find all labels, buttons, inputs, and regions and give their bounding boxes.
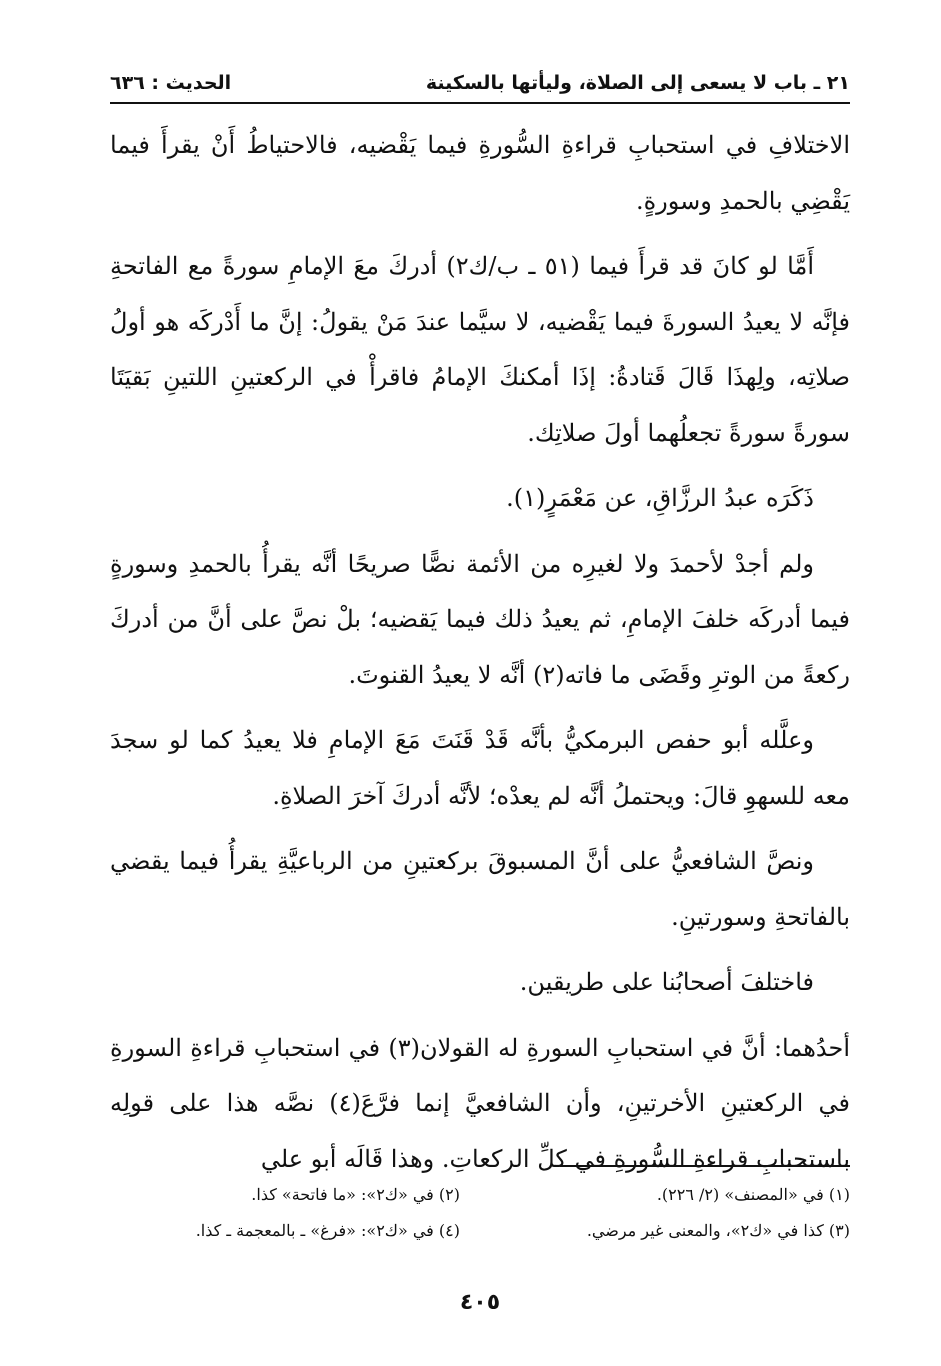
paragraph: الاختلافِ في استحبابِ قراءةِ السُّورةِ فيما يَقْضيه، فالاحتياطُ أَنْ يقرأَ فيما يَقْضِي بالحمدِ وسورةٍ. bbox=[110, 131, 850, 215]
running-header bbox=[110, 68, 850, 98]
main-text bbox=[110, 118, 850, 1197]
paragraph: ذَكَرَه عبدُ الرزَّاقِ، عن مَعْمَرٍ(١). bbox=[506, 484, 814, 512]
footnote: (٤) في «ك٢»: «فرغ» ـ بالمعجمة ـ كذا. bbox=[195, 1221, 460, 1240]
paragraph: أَمَّا لو كانَ قد قرأَ فيما (٥١ ـ ب/ك٢) أدركَ معَ الإمامِ سورةً مع الفاتحةِ فإنَّه لا يعيدُ السورةَ فيما يَقْضيه، لا سيَّما عندَ مَنْ يقولُ: إنَّ ما أَدْركَه هو أولُ صلاتِه، ولِهذَا قَالَ قَتادةُ: إذَا أمكنكَ الإمامُ فاقرأْ في الركعتينِ اللتينِ بَقيَتَا سورةً سورةً تجعلُهما أولَ صلاتِك. bbox=[110, 252, 850, 447]
hadith-number: الحديث : ٦٣٦ bbox=[110, 72, 232, 94]
paragraph: أحدُهما: أنَّ في استحبابِ السورةِ له القولان(٣) في استحبابِ قراءةِ السورةِ في الركعتينِ الأخرتينِ، وأن الشافعيَّ إنما فرَّعَ(٤) نصَّه هذا على قولِه باستحبابِ قراءةِ السُّورةِ في كلِّ الركعاتِ. وهذا قَالَه أبو علي bbox=[110, 1033, 850, 1173]
footnote: (٣) كذا في «ك٢»، والمعنى غير مرضي. bbox=[586, 1221, 850, 1240]
header-divider bbox=[110, 102, 850, 104]
footnote-divider bbox=[560, 1165, 850, 1167]
paragraph: ولم أجدْ لأحمدَ ولا لغيرِه من الأئمة نصًّا صريحًا أنَّه يقرأُ بالحمدِ وسورةٍ فيما أدركَه خلفَ الإمامِ، ثم يعيدُ ذلك فيما يَقضيه؛ بلْ نصَّ على أنَّ من أدركَ ركعةً من الوترِ وقَضَى ما فاته(٢) أنَّه لا يعيدُ القنوتَ. bbox=[110, 549, 850, 689]
chapter-title: ٢١ ـ باب لا يسعى إلى الصلاة، وليأتها بالسكينة bbox=[425, 72, 850, 94]
paragraph: ونصَّ الشافعيُّ على أنَّ المسبوقَ بركعتينِ من الرباعيَّةِ يقرأُ فيما يقضي بالفاتحةِ وسورتينِ. bbox=[110, 847, 850, 931]
page-number: ٤٠٥ bbox=[459, 1290, 501, 1315]
book-page bbox=[110, 58, 850, 1328]
footnotes bbox=[110, 1180, 850, 1246]
footnote: (١) في «المصنف» (٢/ ٢٢٦). bbox=[656, 1185, 850, 1204]
footnote: (٢) في «ك٢»: «ما فاتحة» كذا. bbox=[251, 1185, 460, 1204]
paragraph: فاختلفَ أصحابُنا على طريقين. bbox=[519, 968, 814, 996]
paragraph: وعلَّله أبو حفص البرمكيُّ بأنَّه قَدْ قَنَتَ مَعَ الإمامِ فلا يعيدُ كما لو سجدَ معه للسهوِ قالَ: ويحتملُ أنَّه لم يعدْه؛ لأنَّه أدركَ آخرَ الصلاةِ. bbox=[110, 726, 850, 810]
